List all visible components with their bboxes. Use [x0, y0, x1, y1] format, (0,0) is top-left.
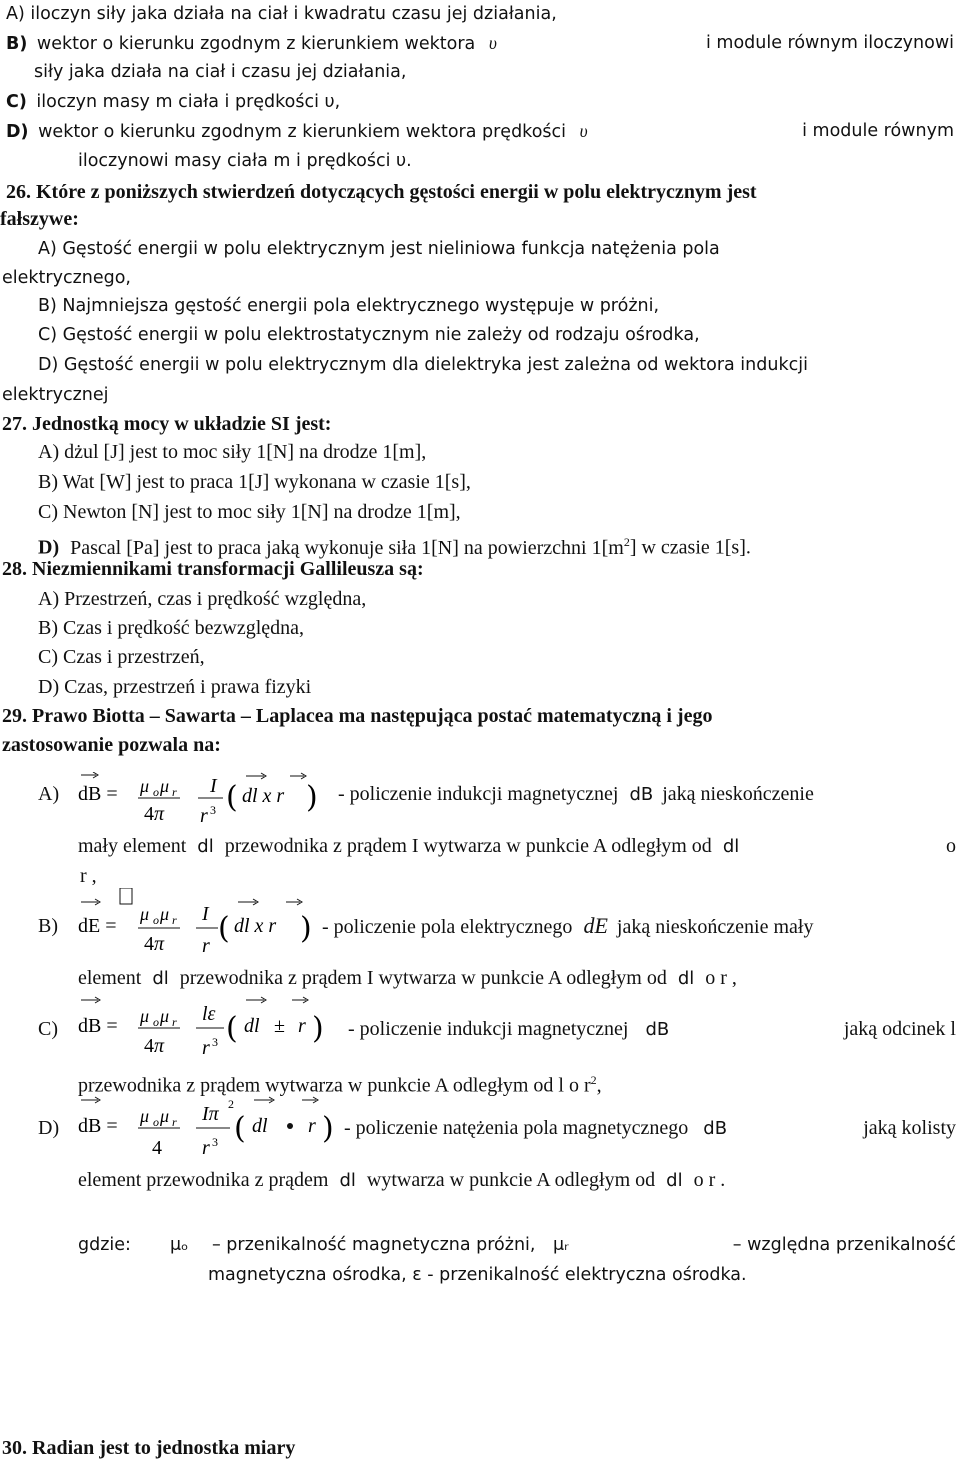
q29-a-l2-text: mały element [78, 835, 187, 857]
q29-a-line2 [78, 834, 958, 859]
svg-text:4π: 4π [144, 933, 165, 955]
q29-a-desc2: jaką nieskończenie [662, 783, 814, 805]
q25-option-a: A) iloczyn siły jaka działa na ciał i kwadratu czasu jej działania, [6, 4, 557, 24]
q29-b-de: dE [583, 913, 608, 938]
q27-option-c: C) Newton [N] jest to moc siły 1[N] na drodze 1[m], [38, 501, 461, 523]
q29-mu-o-desc: – przenikalność magnetyczna próżni, [211, 1235, 536, 1255]
svg-text:): ) [306, 780, 318, 815]
svg-text:): ) [312, 1011, 324, 1046]
q29-a-o: o [946, 835, 956, 857]
q29-a-l2b: przewodnika z prądem I wytwarza w punkcie A odległym od [224, 835, 712, 857]
q25-c-text: iloczyn masy m ciała i prędkości υ, [36, 92, 341, 112]
q29-d-label: D) [38, 1117, 60, 1139]
q29-b-dl2: dl [677, 968, 695, 989]
svg-text:o: o [153, 785, 159, 799]
q26-question-line2: fałszywe: [0, 208, 79, 230]
q28-option-a: A) Przestrzeń, czas i prędkość względna, [38, 588, 367, 610]
q28-option-d: D) Czas, przestrzeń i prawa fizyki [38, 676, 312, 698]
svg-text:dl: dl [252, 1115, 268, 1137]
svg-text:I: I [202, 903, 209, 925]
svg-text:±: ± [274, 1015, 285, 1037]
svg-text:r: r [172, 913, 177, 927]
q25-option-d-line2: iloczynowi masy ciała m i prędkości υ. [78, 151, 412, 171]
q26-option-a-line2: elektrycznego, [2, 268, 131, 288]
q29-d-l2b: wytwarza w punkcie A odległym od [366, 1169, 656, 1191]
q29-c-l2-text: przewodnika z prądem wytwarza w punkcie A odległym od l o r [78, 1074, 591, 1097]
svg-text:μ: μ [160, 1106, 170, 1126]
q29-question: 29. Prawo Biotta – Sawarta – Laplacea ma następująca postać matematyczną i jego [2, 705, 713, 727]
q29-b-formula-svg [78, 888, 328, 958]
q27-d-text: Pascal [Pa] jest to praca jaką wykonuje siła 1[N] na powierzchni 1[m [70, 536, 624, 559]
svg-text:dE =: dE = [78, 915, 117, 937]
q27-option-b: B) Wat [W] jest to praca 1[J] wykonana w czasie 1[s], [38, 471, 471, 493]
q29-a-dl: dl [197, 836, 214, 857]
q29-gdzie-line1 [170, 1233, 956, 1257]
q29-c-formula [78, 994, 340, 1064]
q28-option-c: C) Czas i przestrzeń, [38, 646, 205, 668]
q29-d-or: o r . [693, 1169, 726, 1191]
q29-gdzie-label: gdzie: [78, 1235, 131, 1255]
q29-b-l2b: przewodnika z prądem I wytwarza w punkcie A odległym od [179, 967, 667, 989]
svg-text:I: I [210, 775, 217, 797]
svg-text:4: 4 [152, 1137, 162, 1159]
svg-text:dl: dl [244, 1015, 260, 1037]
svg-text:3: 3 [210, 803, 216, 817]
q29-d-desc-text: - policzenie natężenia pola magnetycznego [344, 1117, 689, 1139]
q25-option-d [6, 119, 954, 144]
q29-d-l2-text: element przewodnika z prądem [78, 1169, 329, 1191]
svg-text:dB =: dB = [78, 1015, 118, 1037]
q29-d-dl2: dl [666, 1170, 683, 1191]
q29-b-desc [322, 914, 813, 939]
q29-d-dl: dl [339, 1170, 356, 1191]
q29-a-label: A) [38, 783, 60, 805]
svg-text:μ: μ [140, 1006, 150, 1026]
q29-a-line3: r , [80, 865, 97, 887]
q29-mu-r: μᵣ [553, 1235, 569, 1255]
q29-d-formula-svg [78, 1094, 340, 1164]
svg-text:r: r [172, 1015, 177, 1029]
svg-text:μ: μ [140, 904, 150, 924]
svg-text:3: 3 [212, 1135, 218, 1149]
q25-d-label: D) [6, 122, 29, 142]
q26-option-d-line2: elektrycznej [2, 385, 109, 405]
q29-c-formula-svg [78, 994, 340, 1064]
q25-b-velocity-symbol: υ [488, 33, 497, 53]
q25-d-velocity-symbol: υ [579, 121, 588, 141]
svg-text:r: r [172, 1115, 177, 1129]
svg-text:r: r [298, 1015, 306, 1037]
q29-mu-r-desc: – względna przenikalność [732, 1235, 956, 1255]
q25-option-b-line2: siły jaka działa na ciał i czasu jej działania, [34, 62, 407, 82]
q26-option-d: D) Gęstość energii w polu elektrycznym dla dielektryka jest zależna od wektora indukcji [38, 355, 808, 375]
q29-d-desc2: jaką kolisty [863, 1117, 956, 1139]
q29-a-dl2: dl [722, 836, 740, 857]
q29-a-formula-svg [78, 772, 328, 832]
svg-text:dl x r: dl x r [242, 785, 285, 807]
q25-b-text2: i module równym iloczynowi [705, 33, 954, 53]
svg-text:r: r [308, 1115, 316, 1137]
q29-b-desc2: jaką nieskończenie mały [616, 916, 814, 938]
svg-text:μ: μ [160, 1006, 170, 1026]
q26-option-b: B) Najmniejsza gęstość energii pola elektrycznego występuje w próżni, [38, 296, 660, 316]
q29-b-desc-text: - policzenie pola elektrycznego [322, 916, 573, 938]
q28-option-b: B) Czas i prędkość bezwzględna, [38, 617, 305, 639]
q29-c-desc [348, 1017, 956, 1042]
q26-option-c: C) Gęstość energii w polu elektrostatycznym nie zależy od rodzaju ośrodka, [38, 325, 700, 345]
q29-a-formula [78, 772, 328, 832]
q27-d-sup: 2 [623, 535, 630, 549]
svg-text:): ) [300, 911, 312, 946]
q25-option-c [6, 90, 340, 114]
svg-text:o: o [153, 913, 159, 927]
q25-d-text: wektor o kierunku zgodnym z kierunkiem wektora prędkości [38, 122, 566, 142]
svg-text:μ: μ [140, 1106, 150, 1126]
q29-c-desc-text: - policzenie indukcji magnetycznej [348, 1018, 629, 1040]
svg-text:μ: μ [160, 776, 170, 796]
svg-text:r: r [202, 1037, 210, 1059]
q25-b-text: wektor o kierunku zgodnym z kierunkiem wektora [36, 34, 476, 54]
q29-b-or: o r , [705, 967, 737, 989]
svg-text:(: ( [226, 1011, 238, 1046]
q27-d-label: D) [38, 536, 60, 559]
q28-question: 28. Niezmiennikami transformacji Gallileusza są: [2, 558, 424, 580]
q27-question: 27. Jednostką mocy w układzie SI jest: [2, 413, 332, 435]
svg-text:o: o [153, 1015, 159, 1029]
svg-text:o: o [153, 1115, 159, 1129]
q29-a-desc [338, 782, 814, 807]
q29-b-dl: dl [152, 968, 169, 989]
q29-c-l2-sup: 2 [590, 1073, 597, 1087]
q29-c-db: dB [645, 1019, 670, 1040]
svg-text:(: ( [226, 780, 238, 815]
q29-d-formula [78, 1094, 340, 1164]
q29-b-formula [78, 888, 328, 958]
q26-option-a: A) Gęstość energii w polu elektrycznym jest nieliniowa funkcja natężenia pola [38, 239, 720, 259]
q29-gdzie-line2: magnetyczna ośrodka, ε - przenikalność elektryczna ośrodka. [208, 1265, 747, 1285]
q29-d-db: dB [703, 1118, 728, 1139]
svg-text:4π: 4π [144, 803, 165, 825]
svg-text:3: 3 [212, 1035, 218, 1049]
svg-text:r: r [202, 1137, 210, 1159]
q29-question-line2: zastosowanie pozwala na: [2, 734, 221, 756]
q29-a-db: dB [629, 784, 654, 805]
q25-d-text2: i module równym [802, 121, 954, 141]
svg-text:4π: 4π [144, 1035, 165, 1057]
q29-mu-o: μₒ [170, 1235, 189, 1255]
svg-text:dB =: dB = [78, 1115, 118, 1137]
q29-c-l2-end: , [596, 1074, 602, 1097]
q25-option-b [6, 31, 954, 56]
svg-text:μ: μ [160, 904, 170, 924]
q27-option-a: A) dżul [J] jest to moc siły 1[N] na drodze 1[m], [38, 441, 427, 463]
q29-c-desc2: jaką odcinek l [843, 1018, 956, 1040]
q26-question: 26. Które z poniższych stwierdzeń dotyczących gęstości energii w polu elektrycznym jest [6, 181, 757, 203]
svg-text:(: ( [234, 1111, 246, 1146]
svg-text:μ: μ [140, 776, 150, 796]
svg-text:dl x r: dl x r [234, 915, 277, 937]
svg-text:r: r [172, 785, 177, 799]
q29-a-desc-text: - policzenie indukcji magnetycznej [338, 783, 619, 805]
q30-question: 30. Radian jest to jednostka miary [2, 1437, 296, 1459]
svg-text:Iπ: Iπ [202, 1103, 219, 1125]
q29-d-desc [344, 1116, 956, 1141]
q25-b-label: B) [6, 34, 28, 54]
svg-text:2: 2 [228, 1097, 234, 1111]
q29-d-line2 [78, 1168, 725, 1193]
q29-c-label: C) [38, 1018, 58, 1040]
q29-b-label: B) [38, 915, 58, 937]
svg-text:r: r [202, 935, 210, 957]
q25-c-label: C) [6, 92, 27, 112]
svg-text:): ) [322, 1111, 334, 1146]
q29-b-line2 [78, 966, 737, 991]
q27-d-text2: ] w czasie 1[s]. [629, 536, 751, 559]
q27-option-d [38, 530, 751, 560]
svg-text:(: ( [218, 911, 230, 946]
svg-text:dB =: dB = [78, 783, 118, 805]
q29-b-l2-text: element [78, 967, 142, 989]
svg-text:lε: lε [202, 1003, 216, 1025]
svg-text:r: r [200, 805, 208, 827]
